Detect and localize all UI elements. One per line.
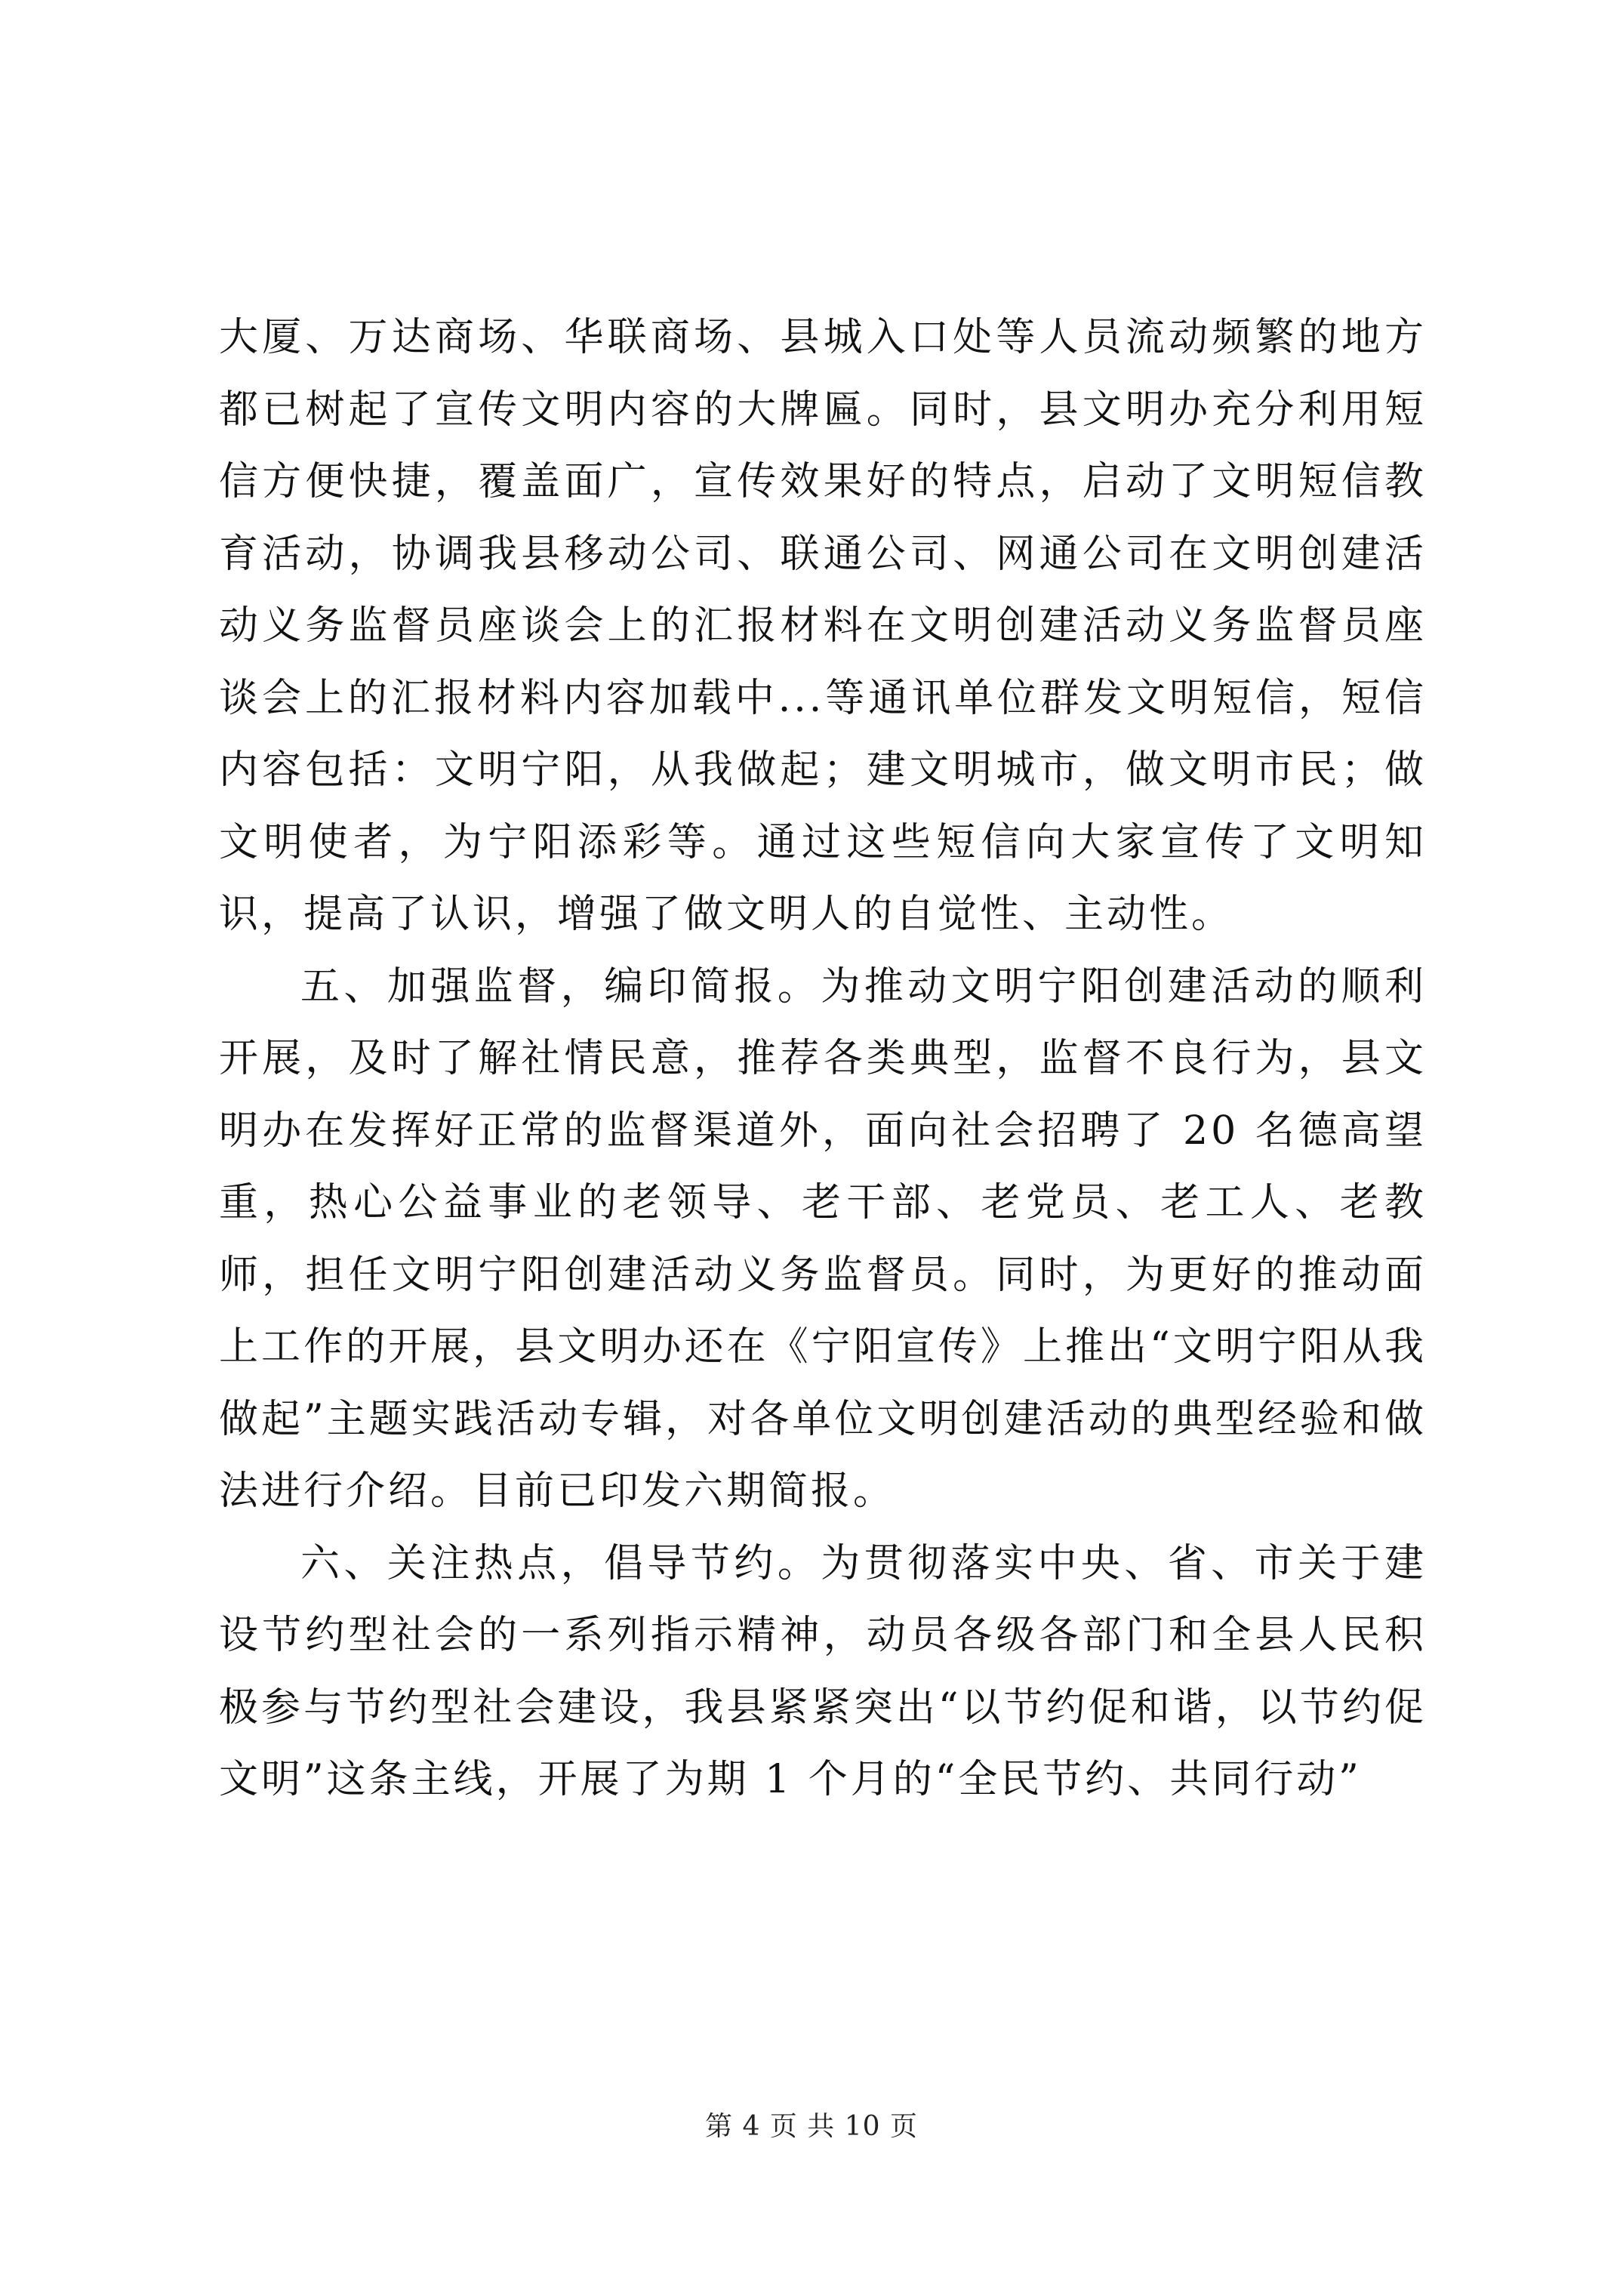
paragraph-continued: 大厦、万达商场、华联商场、县城入口处等人员流动频繁的地方都已树起了宣传文明内容的大牌匾。同时，县文明办充分利用短信方便快捷，覆盖面广，宣传效果好的特点，启动了文明短信教育活动，协调我县移动公司、联通公司、网通公司在文明创建活动义务监督员座谈会上的汇报材料在文明创建活动义务监督员座谈会上的汇报材料内容加载中...等通讯单位群发文明短信，短信内容包括：文明宁阳，从我做起；建文明城市，做文明市民；做文明使者，为宁阳添彩等。通过这些短信向大家宣传了文明知识，提高了认识，增强了做文明人的自觉性、主动性。 (219, 315, 1427, 937)
paragraph-section-six: 六、关注热点，倡导节约。为贯彻落实中央、省、市关于建设节约型社会的一系列指示精神，动员各级各部门和全县人民积极参与节约型社会建设，我县紧紧突出“以节约促和谐，以节约促文明”这条主线，开展了为期 1 个月的“全民节约、共同行动” (219, 1540, 1427, 1802)
page-number-footer: 第 4 页 共 10 页 (705, 2111, 918, 2142)
document-body (219, 302, 1427, 1817)
paragraph-section-five: 五、加强监督，编印简报。为推动文明宁阳创建活动的顺利开展，及时了解社情民意，推荐各类典型，监督不良行为，县文明办在发挥好正常的监督渠道外，面向社会招聘了 20 名德高望重，热心公益事业的老领导、老干部、老党员、老工人、老教师，担任文明宁阳创建活动义务监督员。同时，为更好的推动面上工作的开展，县文明办还在《宁阳宣传》上推出“文明宁阳从我做起”主题实践活动专辑，对各单位文明创建活动的典型经验和做法进行介绍。目前已印发六期简报。 (219, 963, 1427, 1514)
